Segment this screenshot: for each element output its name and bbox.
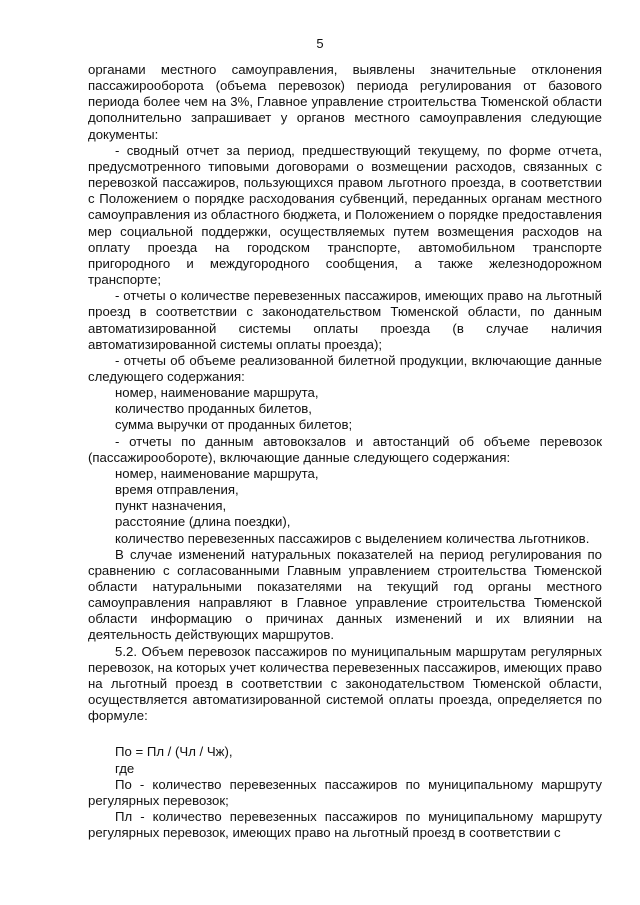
- sub-item: пункт назначения,: [115, 498, 227, 514]
- formula: По = Пл / (Чл / Чж),: [115, 744, 233, 760]
- sub-item: количество проданных билетов,: [115, 401, 312, 417]
- list-item: - отчеты об объеме реализованной билетной продукции, включающие данные следующего содержания:: [88, 352, 602, 384]
- document-body: [88, 62, 602, 841]
- sub-item: расстояние (длина поездки),: [115, 514, 291, 530]
- paragraph: органами местного самоуправления, выявлены значительные отклонения пассажирооборота (объема перевозок) периода регулирования от базового периода более чем на 3%, Главное управление строительства Тюменской области дополнительно запрашивает у органов местного самоуправления следующие документы:: [88, 62, 602, 142]
- sub-item: сумма выручки от проданных билетов;: [115, 417, 353, 433]
- formula-where: где: [115, 760, 135, 776]
- sub-item: номер, наименование маршрута,: [115, 465, 319, 481]
- page-number: 5: [316, 36, 324, 51]
- definition: По - количество перевезенных пассажиров по муниципальному маршруту регулярных перевозок;: [88, 776, 602, 808]
- list-item: - сводный отчет за период, предшествующий текущему, по форме отчета, предусмотренного типовыми договорами о возмещении расходов, связанных с перевозкой пассажиров, пользующихся правом льготного проезда, в соответствии с Положением о порядке расходования субвенций, переданных органам местного самоуправления из областного бюджета, и Положением о порядке предоставления мер социальной поддержки, осуществляемых путем возмещения расходов на оплату проезда на городском транспорте, автомобильном транспорте пригородного и междугородного сообщения, а также железнодорожном транспорте;: [88, 142, 602, 288]
- sub-item: количество перевезенных пассажиров с выделением количества льготников.: [115, 530, 590, 546]
- list-item: - отчеты по данным автовокзалов и автостанций об объеме перевозок (пассажирообороте), включающие данные следующего содержания:: [88, 433, 602, 465]
- list-item: - отчеты о количестве перевезенных пассажиров, имеющих право на льготный проезд в соответствии с законодательством Тюменской области, по данным автоматизированной системы оплаты проезда (в случае наличия автоматизированной системы оплаты проезда);: [88, 288, 602, 352]
- sub-item: номер, наименование маршрута,: [115, 385, 319, 401]
- paragraph: 5.2. Объем перевозок пассажиров по муниципальным маршрутам регулярных перевозок, на которых учет количества перевезенных пассажиров, имеющих право на льготный проезд в соответствии с законодательством Тюменской области, осуществляется автоматизированной системой оплаты проезда, определяется по формуле:: [88, 643, 602, 724]
- definition: Пл - количество перевезенных пассажиров по муниципальному маршруту регулярных перевозок, имеющих право на льготный проезд в соответствии с: [88, 809, 602, 841]
- paragraph: В случае изменений натуральных показателей на период регулирования по сравнению с согласованными Главным управлением строительства Тюменской области натуральными показателями на текущий год органы местного самоуправления направляют в Главное управление строительства Тюменской области информацию о причинах данных изменений и их влиянии на деятельность действующих маршрутов.: [88, 546, 602, 643]
- sub-item: время отправления,: [115, 482, 239, 498]
